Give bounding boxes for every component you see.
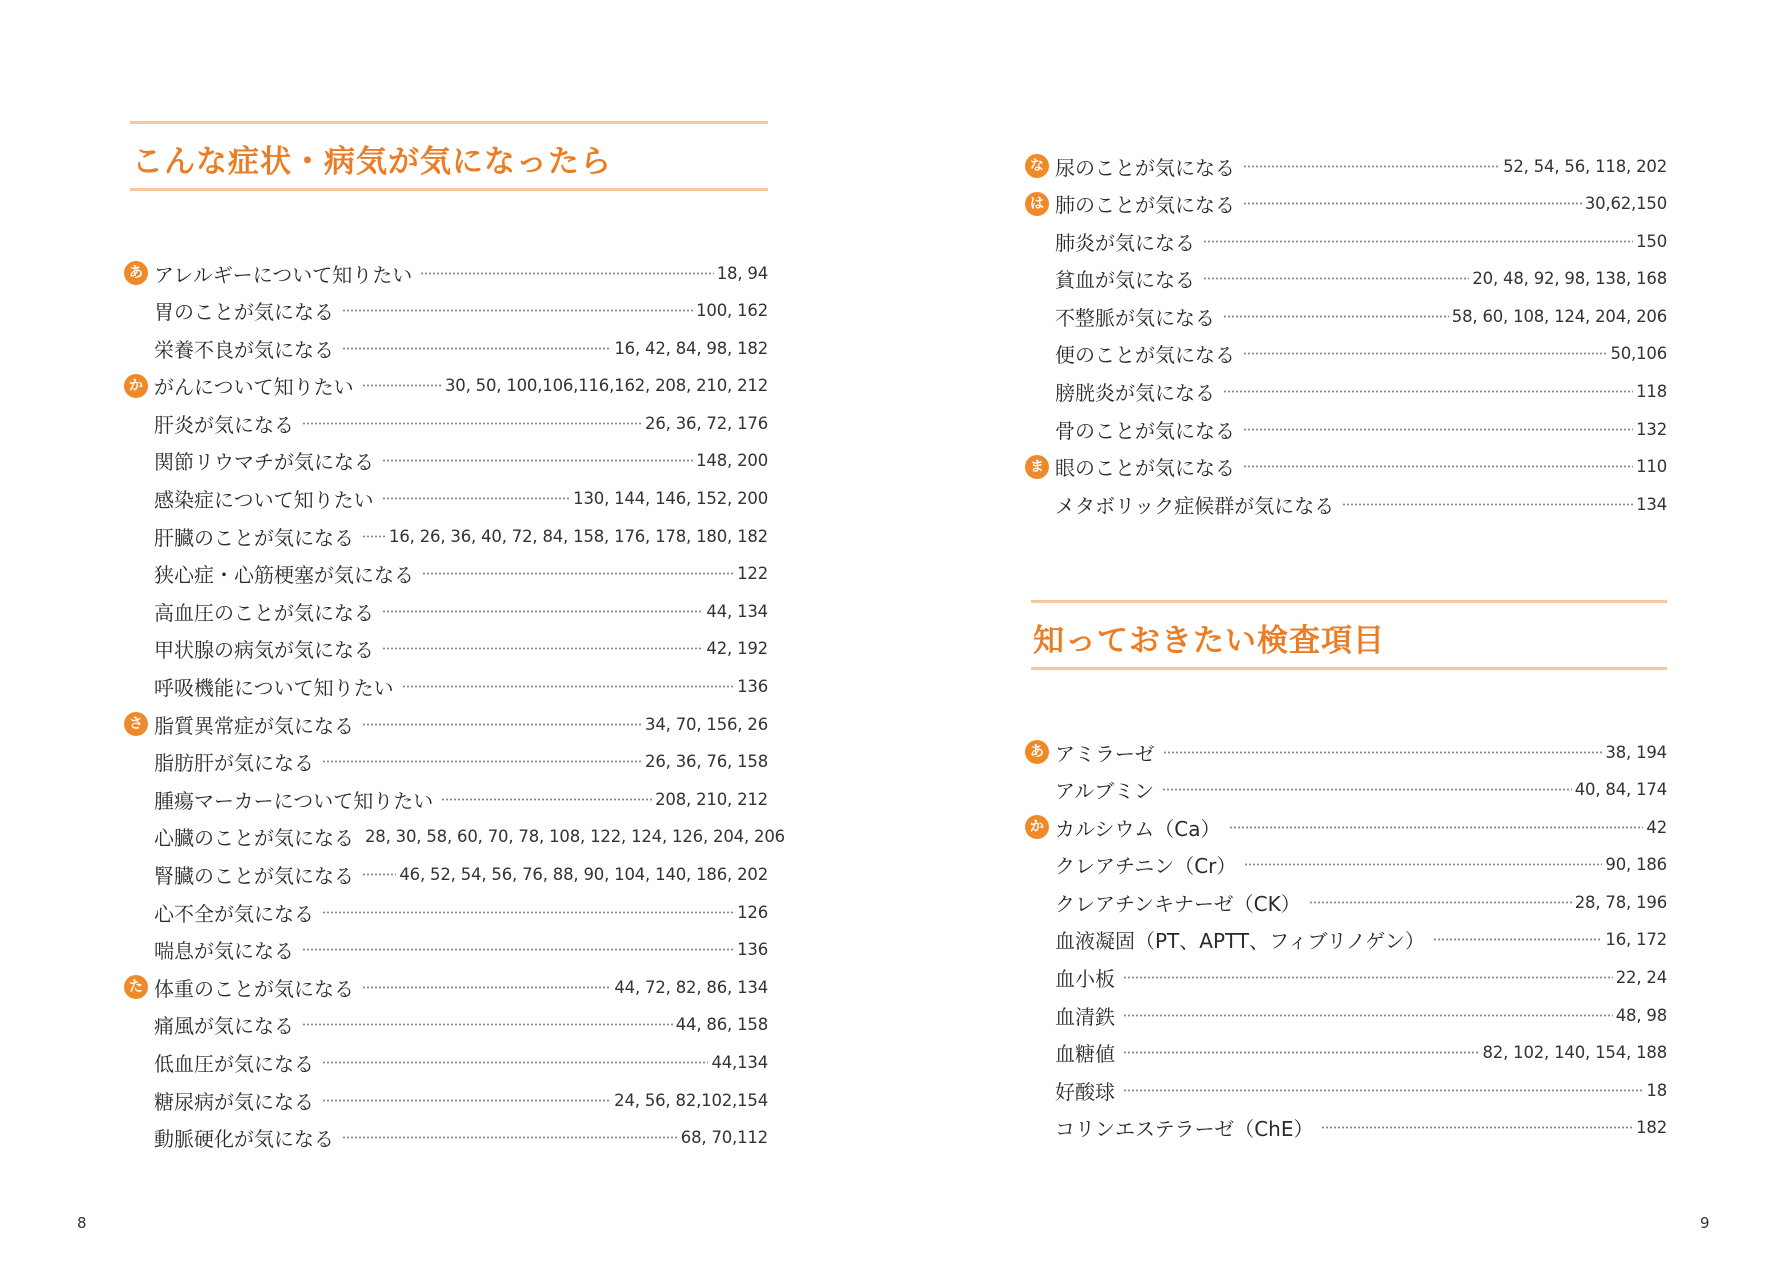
index-entry bbox=[1025, 923, 1667, 961]
dot-leader bbox=[1243, 202, 1582, 205]
index-entry-pages: 26, 36, 72, 176 bbox=[645, 413, 768, 433]
index-entry-line bbox=[1055, 187, 1667, 221]
index-entry-line bbox=[154, 782, 768, 816]
index-entry bbox=[1025, 487, 1667, 525]
index-entry-pages: 134 bbox=[1636, 494, 1667, 514]
index-entry-line bbox=[154, 1045, 768, 1079]
dot-leader bbox=[1223, 315, 1449, 318]
dot-leader bbox=[302, 1023, 673, 1026]
index-entry-pages: 22, 24 bbox=[1615, 968, 1667, 988]
kana-section-badge: さ bbox=[124, 712, 148, 736]
right-page-number: 9 bbox=[1700, 1214, 1710, 1232]
index-entry-line bbox=[154, 820, 785, 854]
index-entry-label: 尿のことが気になる bbox=[1055, 155, 1235, 180]
index-entry-line bbox=[1055, 1073, 1667, 1107]
index-entry-pages: 16, 172 bbox=[1605, 930, 1667, 950]
index-entry bbox=[124, 632, 768, 670]
index-entry-pages: 132 bbox=[1636, 419, 1667, 439]
index-entry bbox=[124, 858, 768, 896]
index-entry-label: 肺のことが気になる bbox=[1055, 193, 1235, 218]
index-entry-line bbox=[1055, 299, 1667, 333]
index-entry-line bbox=[1055, 1111, 1667, 1145]
dot-leader bbox=[1321, 1126, 1633, 1129]
index-entry bbox=[124, 745, 768, 783]
index-entry-label: 眼のことが気になる bbox=[1055, 456, 1235, 481]
index-entry-line bbox=[1055, 923, 1667, 957]
index-entry-pages: 42, 192 bbox=[706, 639, 768, 659]
index-entry-line bbox=[1055, 998, 1667, 1032]
index-entry-line bbox=[1055, 412, 1667, 446]
index-entry-pages: 100, 162 bbox=[696, 301, 768, 321]
index-entry bbox=[124, 1045, 768, 1083]
index-entry-label: 脂肪肝が気になる bbox=[154, 751, 314, 776]
index-entry-label: 栄養不良が気になる bbox=[154, 337, 334, 362]
dot-leader bbox=[342, 309, 693, 312]
index-entry-pages: 24, 56, 82,102,154 bbox=[614, 1090, 768, 1110]
index-entry-line bbox=[154, 1121, 768, 1155]
index-entry bbox=[1025, 773, 1667, 811]
index-entry-pages: 44,134 bbox=[711, 1052, 768, 1072]
dot-leader bbox=[1203, 277, 1469, 280]
index-entry-pages: 148, 200 bbox=[696, 451, 768, 471]
index-entry bbox=[1025, 187, 1667, 225]
index-entry-line bbox=[154, 294, 768, 328]
index-entry-line bbox=[154, 331, 768, 365]
dot-leader bbox=[1243, 465, 1633, 468]
index-entry bbox=[124, 369, 768, 407]
dot-leader bbox=[1309, 901, 1572, 904]
index-entry bbox=[1025, 961, 1667, 999]
index-entry-line bbox=[1055, 735, 1667, 769]
index-entry bbox=[1025, 337, 1667, 375]
kana-section-badge: な bbox=[1025, 154, 1049, 178]
index-entry bbox=[1025, 1111, 1667, 1149]
index-entry-pages: 38, 194 bbox=[1605, 742, 1667, 762]
index-entry-line bbox=[154, 594, 768, 628]
index-entry-label: 痛風が気になる bbox=[154, 1014, 294, 1039]
dot-leader bbox=[1244, 863, 1602, 866]
index-entry-pages: 136 bbox=[737, 940, 768, 960]
index-entry-label: 呼吸機能について知りたい bbox=[154, 676, 394, 701]
dot-leader bbox=[362, 723, 642, 726]
dot-leader bbox=[382, 459, 693, 462]
index-entry-pages: 16, 26, 36, 40, 72, 84, 158, 176, 178, 180, 182 bbox=[389, 526, 768, 546]
index-entry bbox=[124, 820, 785, 858]
index-entry-pages: 16, 42, 84, 98, 182 bbox=[614, 338, 768, 358]
index-entry-line bbox=[1055, 337, 1667, 371]
dot-leader bbox=[1243, 352, 1607, 355]
index-entry bbox=[124, 519, 768, 557]
dot-leader bbox=[402, 685, 734, 688]
index-entry-label: 不整脈が気になる bbox=[1055, 305, 1215, 330]
index-entry-label: 動脈硬化が気になる bbox=[154, 1127, 334, 1152]
index-entry-pages: 82, 102, 140, 154, 188 bbox=[1482, 1043, 1667, 1063]
index-entry-line bbox=[154, 557, 768, 591]
index-entry-pages: 42 bbox=[1646, 817, 1667, 837]
index-entry bbox=[1025, 848, 1667, 886]
index-entry-label: クレアチンキナーゼ（CK） bbox=[1055, 891, 1301, 916]
index-entry-label: アレルギーについて知りたい bbox=[154, 262, 413, 287]
index-entry-pages: 34, 70, 156, 26 bbox=[645, 714, 768, 734]
dot-leader bbox=[362, 986, 611, 989]
index-entry-line bbox=[154, 482, 768, 516]
index-entry-label: 血小板 bbox=[1055, 967, 1115, 992]
index-entry-line bbox=[154, 519, 768, 553]
index-entry-pages: 136 bbox=[737, 677, 768, 697]
index-entry-pages: 18 bbox=[1646, 1080, 1667, 1100]
index-entry-label: 低血圧が気になる bbox=[154, 1051, 314, 1076]
index-entry-line bbox=[154, 895, 768, 929]
index-entry-pages: 44, 72, 82, 86, 134 bbox=[614, 977, 768, 997]
kana-section-badge: ま bbox=[1025, 455, 1049, 479]
index-entry-pages: 30, 50, 100,106,116,162, 208, 210, 212 bbox=[444, 376, 768, 396]
index-entry bbox=[124, 1083, 768, 1121]
dot-leader bbox=[342, 347, 611, 350]
index-entry-line bbox=[1055, 961, 1667, 995]
index-entry bbox=[1025, 1036, 1667, 1074]
index-entry bbox=[1025, 262, 1667, 300]
index-entry-pages: 26, 36, 76, 158 bbox=[645, 752, 768, 772]
index-entry-label: メタボリック症候群が気になる bbox=[1055, 493, 1335, 518]
index-entry bbox=[124, 594, 768, 632]
index-entry-label: クレアチニン（Cr） bbox=[1055, 854, 1237, 879]
index-entry-line bbox=[1055, 487, 1667, 521]
index-entry-pages: 58, 60, 108, 124, 204, 206 bbox=[1451, 306, 1667, 326]
dot-leader bbox=[362, 535, 386, 538]
left-page-number: 8 bbox=[77, 1214, 87, 1232]
index-entry-label: 血清鉄 bbox=[1055, 1004, 1115, 1029]
index-entry-pages: 40, 84, 174 bbox=[1574, 780, 1667, 800]
index-entry bbox=[124, 970, 768, 1008]
index-entry-line bbox=[154, 745, 768, 779]
index-entry-line bbox=[154, 970, 768, 1004]
index-entry-pages: 52, 54, 56, 118, 202 bbox=[1503, 156, 1667, 176]
left-section-heading bbox=[130, 121, 768, 191]
dot-leader bbox=[1123, 976, 1613, 979]
index-entry-label: 心臓のことが気になる bbox=[154, 826, 354, 851]
index-entry-label: がんについて知りたい bbox=[154, 375, 354, 400]
index-entry-label: 貧血が気になる bbox=[1055, 268, 1195, 293]
dot-leader bbox=[382, 610, 703, 613]
index-entry-pages: 30,62,150 bbox=[1584, 194, 1667, 214]
index-entry-label: 膀胱炎が気になる bbox=[1055, 381, 1215, 406]
index-entry-label: 狭心症・心筋梗塞が気になる bbox=[154, 563, 414, 588]
index-entry-label: 腎臓のことが気になる bbox=[154, 864, 354, 888]
index-entry-line bbox=[154, 444, 768, 478]
index-entry bbox=[1025, 224, 1667, 262]
index-entry-line bbox=[154, 632, 768, 666]
index-entry bbox=[1025, 810, 1667, 848]
dot-leader bbox=[420, 272, 713, 275]
dot-leader bbox=[1243, 165, 1500, 168]
index-entry bbox=[1025, 735, 1667, 773]
index-entry-label: 肺炎が気になる bbox=[1055, 230, 1195, 255]
index-entry-line bbox=[1055, 149, 1667, 183]
index-entry-line bbox=[1055, 848, 1667, 882]
dot-leader bbox=[1223, 390, 1633, 393]
index-entry-label: 体重のことが気になる bbox=[154, 976, 354, 1001]
dot-leader bbox=[342, 1136, 678, 1139]
index-entry-label: 肝臓のことが気になる bbox=[154, 525, 354, 550]
index-entry bbox=[124, 557, 768, 595]
index-entry-pages: 18, 94 bbox=[716, 263, 768, 283]
index-entry bbox=[1025, 149, 1667, 187]
index-entry bbox=[124, 331, 768, 369]
index-entry-line bbox=[1055, 262, 1667, 296]
dot-leader bbox=[382, 647, 703, 650]
symptom-index-list bbox=[124, 256, 785, 1158]
index-entry bbox=[1025, 299, 1667, 337]
index-entry bbox=[1025, 1073, 1667, 1111]
index-entry bbox=[124, 1008, 768, 1046]
index-entry-label: アミラーゼ bbox=[1055, 741, 1155, 766]
dot-leader bbox=[302, 948, 734, 951]
index-entry bbox=[1025, 998, 1667, 1036]
index-entry-pages: 44, 86, 158 bbox=[675, 1015, 768, 1035]
index-entry-label: カルシウム（Ca） bbox=[1055, 816, 1221, 841]
dot-leader bbox=[1433, 938, 1603, 941]
index-entry-line bbox=[154, 369, 768, 403]
index-entry-label: 糖尿病が気になる bbox=[154, 1089, 314, 1114]
dot-leader bbox=[322, 1061, 708, 1064]
dot-leader bbox=[1229, 826, 1644, 829]
index-entry-line bbox=[1055, 375, 1667, 409]
index-entry bbox=[124, 444, 768, 482]
index-entry-label: 骨のことが気になる bbox=[1055, 418, 1235, 443]
index-entry bbox=[1025, 450, 1667, 488]
index-entry-pages: 150 bbox=[1636, 231, 1667, 251]
index-entry bbox=[1025, 375, 1667, 413]
index-entry-pages: 126 bbox=[737, 902, 768, 922]
index-entry-line bbox=[1055, 810, 1667, 844]
index-entry-label: 好酸球 bbox=[1055, 1079, 1115, 1104]
index-entry bbox=[1025, 885, 1667, 923]
index-entry-label: 血液凝固（PT、APTT、フィブリノゲン） bbox=[1055, 929, 1425, 954]
index-entry-line bbox=[154, 1083, 768, 1117]
index-entry bbox=[124, 406, 768, 444]
dot-leader bbox=[382, 497, 571, 500]
index-entry bbox=[124, 1121, 768, 1159]
index-entry-label: 腫瘍マーカーについて知りたい bbox=[154, 788, 434, 813]
index-entry-line bbox=[154, 406, 768, 440]
index-entry-label: 感染症について知りたい bbox=[154, 488, 374, 513]
index-entry bbox=[124, 670, 768, 708]
dot-leader bbox=[1162, 788, 1572, 791]
dot-leader bbox=[1123, 1014, 1613, 1017]
index-entry bbox=[124, 933, 768, 971]
index-entry-pages: 122 bbox=[737, 564, 768, 584]
index-entry-pages: 110 bbox=[1636, 457, 1667, 477]
index-entry-pages: 182 bbox=[1636, 1118, 1667, 1138]
index-entry-label: アルブミン bbox=[1055, 779, 1155, 804]
index-entry bbox=[124, 782, 768, 820]
index-entry-pages: 44, 134 bbox=[706, 601, 768, 621]
dot-leader bbox=[362, 384, 442, 387]
dot-leader bbox=[1243, 428, 1633, 431]
index-entry-line bbox=[1055, 885, 1667, 919]
dot-leader bbox=[1203, 240, 1633, 243]
index-entry-pages: 46, 52, 54, 56, 76, 88, 90, 104, 140, 186, 202 bbox=[399, 865, 768, 884]
index-entry-pages: 90, 186 bbox=[1605, 855, 1667, 875]
index-entry-pages: 208, 210, 212 bbox=[655, 789, 768, 809]
index-entry-pages: 50,106 bbox=[1610, 344, 1667, 364]
index-entry bbox=[1025, 412, 1667, 450]
dot-leader bbox=[1163, 751, 1603, 754]
index-entry-pages: 118 bbox=[1636, 382, 1667, 402]
index-entry-label: 心不全が気になる bbox=[154, 901, 314, 926]
index-entry-label: 高血圧のことが気になる bbox=[154, 600, 374, 625]
dot-leader bbox=[422, 572, 734, 575]
index-entry-line bbox=[154, 670, 768, 704]
index-entry-line bbox=[1055, 224, 1667, 258]
right-section-heading bbox=[1031, 600, 1667, 670]
index-entry bbox=[124, 482, 768, 520]
dot-leader bbox=[302, 422, 642, 425]
symptom-index-list-continued bbox=[1025, 149, 1667, 525]
index-entry-line bbox=[154, 858, 768, 892]
index-entry-pages: 48, 98 bbox=[1615, 1005, 1667, 1025]
index-entry-line bbox=[1055, 450, 1667, 484]
index-entry-line bbox=[154, 1008, 768, 1042]
index-entry bbox=[124, 294, 768, 332]
left-section-title: こんな症状・病気が気になったら bbox=[132, 144, 612, 180]
index-entry-pages: 130, 144, 146, 152, 200 bbox=[573, 489, 768, 509]
index-entry-label: 関節リウマチが気になる bbox=[154, 450, 374, 475]
index-entry bbox=[124, 895, 768, 933]
dot-leader bbox=[1123, 1051, 1479, 1054]
kana-section-badge: か bbox=[124, 374, 148, 398]
index-entry-line bbox=[1055, 1036, 1667, 1070]
index-entry-line bbox=[1055, 773, 1667, 807]
index-entry-label: コリンエステラーゼ（ChE） bbox=[1055, 1117, 1314, 1142]
index-entry-line bbox=[154, 933, 768, 967]
dot-leader bbox=[1342, 503, 1633, 506]
index-entry-label: 胃のことが気になる bbox=[154, 300, 334, 325]
index-entry-label: 肝炎が気になる bbox=[154, 412, 294, 437]
index-entry-pages: 28, 30, 58, 60, 70, 78, 108, 122, 124, 126, 204, 206 bbox=[365, 827, 785, 847]
index-entry-pages: 28, 78, 196 bbox=[1574, 892, 1667, 912]
index-entry-label: 喘息が気になる bbox=[154, 939, 294, 964]
index-entry-line bbox=[154, 707, 768, 741]
kana-section-badge: か bbox=[1025, 815, 1049, 839]
kana-section-badge: た bbox=[124, 975, 148, 999]
index-entry-label: 甲状腺の病気が気になる bbox=[154, 638, 374, 663]
index-entry-label: 血糖値 bbox=[1055, 1042, 1115, 1067]
index-entry-label: 脂質異常症が気になる bbox=[154, 713, 354, 738]
dot-leader bbox=[322, 1099, 611, 1102]
index-entry-label: 便のことが気になる bbox=[1055, 343, 1235, 368]
index-entry-line bbox=[154, 256, 768, 290]
index-entry-pages: 68, 70,112 bbox=[680, 1128, 768, 1148]
test-item-index-list bbox=[1025, 735, 1667, 1149]
kana-section-badge: は bbox=[1025, 192, 1049, 216]
index-entry bbox=[124, 707, 768, 745]
index-entry-pages: 20, 48, 92, 98, 138, 168 bbox=[1472, 269, 1667, 289]
dot-leader bbox=[322, 760, 642, 763]
dot-leader bbox=[322, 911, 734, 914]
dot-leader bbox=[1123, 1089, 1643, 1092]
dot-leader bbox=[362, 873, 396, 876]
right-section-title: 知っておきたい検査項目 bbox=[1033, 623, 1385, 659]
kana-section-badge: あ bbox=[1025, 740, 1049, 764]
dot-leader bbox=[441, 798, 652, 801]
kana-section-badge: あ bbox=[124, 261, 148, 285]
index-entry bbox=[124, 256, 768, 294]
